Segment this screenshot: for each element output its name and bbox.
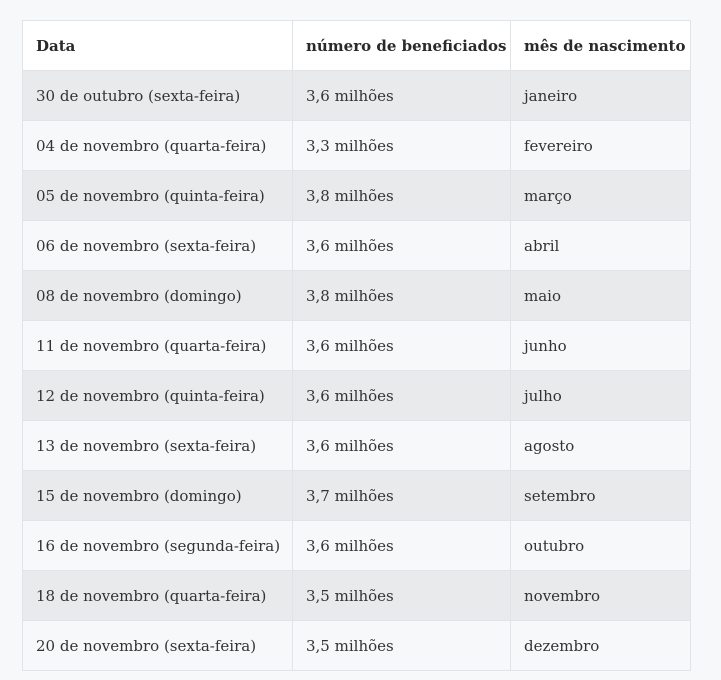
cell-birth-month: dezembro	[511, 621, 691, 671]
cell-birth-month: outubro	[511, 521, 691, 571]
cell-beneficiaries: 3,6 milhões	[293, 221, 511, 271]
cell-date: 18 de novembro (quarta-feira)	[23, 571, 293, 621]
table-row	[23, 221, 691, 271]
table-row	[23, 571, 691, 621]
table-row	[23, 121, 691, 171]
header-row	[23, 21, 691, 71]
cell-birth-month: maio	[511, 271, 691, 321]
cell-beneficiaries: 3,6 milhões	[293, 71, 511, 121]
cell-birth-month: julho	[511, 371, 691, 421]
cell-beneficiaries: 3,7 milhões	[293, 471, 511, 521]
cell-date: 20 de novembro (sexta-feira)	[23, 621, 293, 671]
cell-beneficiaries: 3,6 milhões	[293, 321, 511, 371]
cell-beneficiaries: 3,5 milhões	[293, 621, 511, 671]
cell-date: 12 de novembro (quinta-feira)	[23, 371, 293, 421]
cell-date: 06 de novembro (sexta-feira)	[23, 221, 293, 271]
cell-birth-month: setembro	[511, 471, 691, 521]
cell-beneficiaries: 3,6 milhões	[293, 521, 511, 571]
column-header-date: Data	[23, 21, 293, 71]
cell-birth-month: março	[511, 171, 691, 221]
cell-date: 16 de novembro (segunda-feira)	[23, 521, 293, 571]
table-row	[23, 171, 691, 221]
cell-birth-month: novembro	[511, 571, 691, 621]
cell-beneficiaries: 3,3 milhões	[293, 121, 511, 171]
table-header	[23, 21, 691, 71]
cell-birth-month: agosto	[511, 421, 691, 471]
table-row	[23, 271, 691, 321]
cell-birth-month: janeiro	[511, 71, 691, 121]
cell-birth-month: fevereiro	[511, 121, 691, 171]
payment-schedule-table	[22, 20, 691, 671]
table-row	[23, 471, 691, 521]
table-row	[23, 71, 691, 121]
cell-date: 08 de novembro (domingo)	[23, 271, 293, 321]
payment-schedule-container	[22, 20, 690, 671]
cell-beneficiaries: 3,8 milhões	[293, 171, 511, 221]
table-row	[23, 421, 691, 471]
table-row	[23, 521, 691, 571]
cell-date: 11 de novembro (quarta-feira)	[23, 321, 293, 371]
cell-date: 30 de outubro (sexta-feira)	[23, 71, 293, 121]
cell-birth-month: abril	[511, 221, 691, 271]
cell-date: 04 de novembro (quarta-feira)	[23, 121, 293, 171]
column-header-birth-month: mês de nascimento	[511, 21, 691, 71]
column-header-beneficiaries: número de beneficiados	[293, 21, 511, 71]
cell-date: 05 de novembro (quinta-feira)	[23, 171, 293, 221]
table-row	[23, 321, 691, 371]
cell-beneficiaries: 3,6 milhões	[293, 421, 511, 471]
cell-date: 13 de novembro (sexta-feira)	[23, 421, 293, 471]
table-body	[23, 71, 691, 671]
cell-beneficiaries: 3,5 milhões	[293, 571, 511, 621]
cell-beneficiaries: 3,8 milhões	[293, 271, 511, 321]
cell-date: 15 de novembro (domingo)	[23, 471, 293, 521]
cell-birth-month: junho	[511, 321, 691, 371]
table-row	[23, 371, 691, 421]
cell-beneficiaries: 3,6 milhões	[293, 371, 511, 421]
table-row	[23, 621, 691, 671]
